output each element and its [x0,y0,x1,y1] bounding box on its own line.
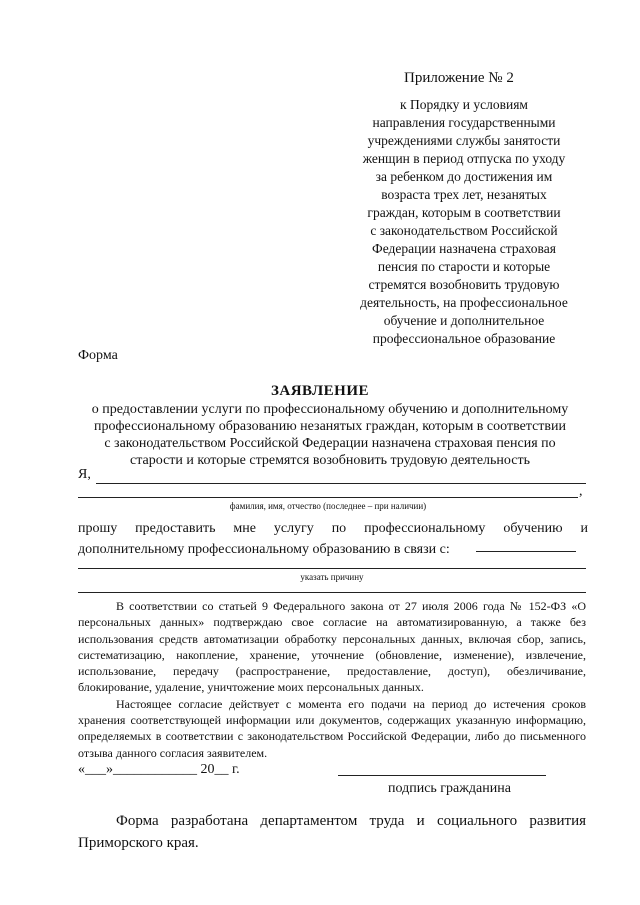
appendix-line: за ребенком до достижения им [375,169,553,184]
appendix-line: профессиональное образование [372,331,556,346]
subtitle-line: с законодательством Российской Федерации назначена страховая пенсия по [104,436,556,451]
appendix-text [320,96,608,348]
applicant-name-hint: фамилия, имя, отчество (последнее – при наличии) [229,501,427,511]
appendix-line: с законодательством Российской [370,223,558,238]
appendix-line: граждан, которым в соответствии [367,205,561,220]
consent-paragraph-1: В соответствии со статьей 9 Федерального закона от 27 июля 2006 года № 152-ФЗ «О персональных данных» подтверждаю свое согласие на автоматизированную, а также без использования средств автоматизации обработку персональных данных, включая сбор, запись, систематизацию, накопление, хранение, уточнение (обновление, изменение), извлечение, использование, передачу (распространение, предоставление, доступ), обезличивание, блокирование, удаление, уничтожение моих персональных данных. [78,599,586,695]
footer-line1: Форма разработана департаментом труда и социального развития [116,813,586,829]
appendix-line: к Порядку и условиям [400,97,528,112]
appendix-line: женщин в период отпуска по уходу [362,151,566,166]
date-field[interactable]: «___»____________ 20__ г. [78,762,240,777]
appendix-title: Приложение № 2 [404,70,514,86]
footer-note [78,810,586,854]
subtitle-line: профессиональному образованию незанятых граждан, которым в соответствии [93,419,567,434]
subtitle-line: о предоставлении услуги по профессиональному обучению и дополнительному [91,402,569,417]
reason-hint: указать причину [300,572,364,582]
reason-field-line1[interactable] [78,568,586,569]
document-title: ЗАЯВЛЕНИЕ [270,383,370,399]
appendix-line: направления государственными [372,115,556,130]
applicant-prefix: Я, [78,467,91,482]
appendix-line: стремятся возобновить трудовую [368,277,560,292]
appendix-line: учреждениями службы занятости [367,133,561,148]
signature-field[interactable] [338,775,546,776]
appendix-line: Федерации назначена страховая [372,241,556,256]
consent-text [78,598,586,761]
appendix-line: обучение и дополнительное [383,313,545,328]
appendix-line: возраста трех лет, незанятых [381,187,547,202]
applicant-name-field-line1[interactable] [96,483,586,484]
request-text [78,518,588,560]
signature-label: подпись гражданина [388,781,511,796]
request-line2: дополнительному профессиональному образованию в связи с: [78,542,450,557]
document-subtitle [60,401,600,469]
reason-field-line2[interactable] [78,592,586,593]
appendix-line: деятельность, на профессиональное [360,295,568,310]
footer-line2: Приморского края. [78,835,199,851]
subtitle-line: старости и которые стремятся возобновить трудовую деятельность [130,453,530,468]
applicant-name-field-line2[interactable] [78,497,578,498]
consent-paragraph-2: Настоящее согласие действует с момента его подачи на период до истечения сроков хранения соответствующей информации или документов, содержащих указанную информацию, определяемых в соответствии с законодательством Российской Федерации, либо до письменного отзыва данного согласия заявителем. [78,696,586,760]
applicant-comma: , [579,484,583,499]
request-line1: прошу предоставить мне услугу по профессиональному обучению и [78,521,588,536]
appendix-line: пенсия по старости и которые [377,259,551,274]
form-label: Форма [78,348,118,363]
reason-field-inline[interactable] [476,551,576,552]
